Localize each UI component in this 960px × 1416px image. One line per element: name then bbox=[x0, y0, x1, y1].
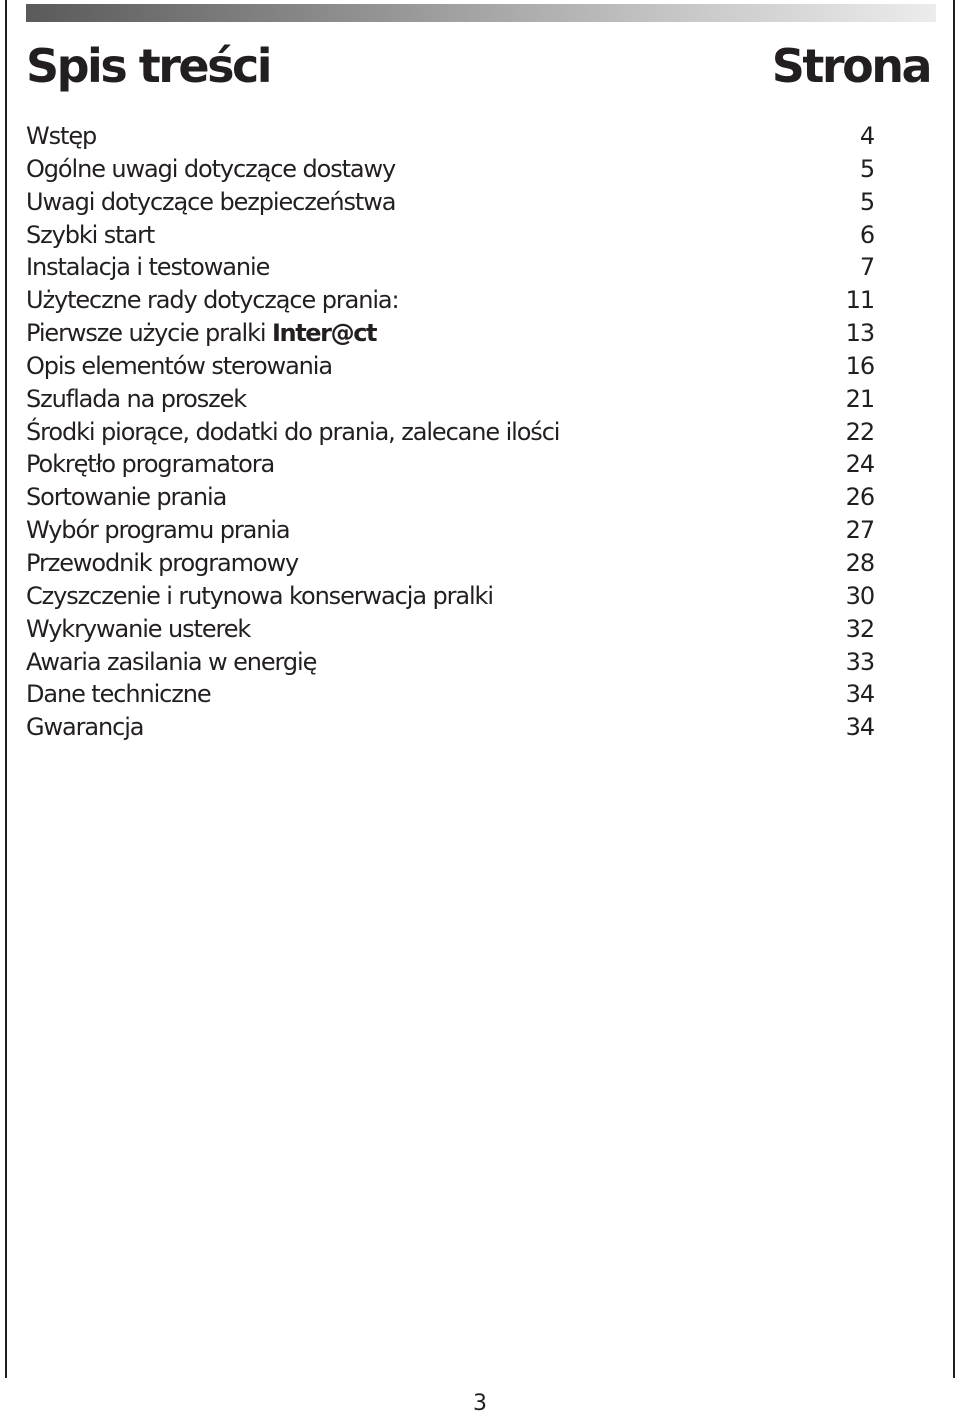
toc-entry-title: Opis elementów sterowania bbox=[26, 351, 332, 380]
left-margin-rule bbox=[5, 0, 7, 1378]
toc-entry[interactable] bbox=[26, 646, 874, 679]
toc-entry-page: 16 bbox=[845, 351, 874, 380]
toc-entry-page: 27 bbox=[845, 516, 874, 545]
toc-entry-page: 26 bbox=[845, 483, 874, 512]
toc-entry-page: 13 bbox=[845, 319, 874, 348]
toc-entry-page: 7 bbox=[859, 253, 874, 282]
toc-entry-title: Szybki start bbox=[26, 220, 155, 249]
toc-entry[interactable] bbox=[26, 580, 874, 613]
toc-entry-title: Użyteczne rady dotyczące prania: bbox=[26, 286, 399, 315]
toc-entry-title: Wstęp bbox=[26, 122, 97, 150]
toc-entry-title: Sortowanie prania bbox=[26, 483, 227, 512]
toc-entry[interactable] bbox=[26, 120, 874, 153]
toc-entry-page: 34 bbox=[845, 680, 874, 709]
toc-entry-title: Uwagi dotyczące bezpieczeństwa bbox=[26, 187, 396, 216]
toc-entry-page: 32 bbox=[845, 614, 874, 643]
page-column-heading: Strona bbox=[771, 39, 930, 93]
toc-entry-title: Wykrywanie usterek bbox=[26, 614, 251, 643]
toc-entry-title: Wybór programu prania bbox=[26, 516, 290, 545]
toc-entry-page: 5 bbox=[859, 154, 874, 183]
toc-entry-title: Awaria zasilania w energię bbox=[26, 647, 317, 676]
toc-entry[interactable] bbox=[26, 153, 874, 186]
toc-entry[interactable] bbox=[26, 350, 874, 383]
toc-entry[interactable] bbox=[26, 678, 874, 711]
table-of-contents bbox=[26, 120, 874, 744]
toc-entry-page: 21 bbox=[845, 384, 874, 413]
toc-entry-title: Pokrętło programatora bbox=[26, 450, 275, 479]
toc-entry-page: 33 bbox=[845, 647, 874, 676]
toc-entry-page: 6 bbox=[859, 220, 874, 249]
toc-entry-title: Instalacja i testowanie bbox=[26, 253, 270, 282]
right-margin-rule bbox=[953, 0, 955, 1378]
toc-entry-title: Czyszczenie i rutynowa konserwacja pralki bbox=[26, 581, 493, 610]
brand-name: Inter@ct bbox=[272, 319, 377, 348]
toc-entry-title: Środki piorące, dodatki do prania, zalecane ilości bbox=[26, 417, 560, 446]
toc-entry[interactable] bbox=[26, 514, 874, 547]
toc-entry[interactable] bbox=[26, 547, 874, 580]
toc-entry[interactable] bbox=[26, 186, 874, 219]
toc-entry[interactable] bbox=[26, 613, 874, 646]
toc-entry-page: 24 bbox=[845, 450, 874, 479]
toc-entry[interactable] bbox=[26, 284, 874, 317]
toc-entry[interactable] bbox=[26, 448, 874, 481]
toc-entry[interactable] bbox=[26, 251, 874, 284]
toc-entry[interactable] bbox=[26, 416, 874, 449]
toc-entry-title: Gwarancja bbox=[26, 713, 144, 742]
header-gradient-bar bbox=[26, 4, 936, 22]
toc-entry[interactable] bbox=[26, 219, 874, 252]
toc-entry[interactable] bbox=[26, 711, 874, 744]
toc-entry-page: 4 bbox=[859, 122, 874, 150]
toc-entry-page: 34 bbox=[845, 713, 874, 742]
toc-entry-title: Szuflada na proszek bbox=[26, 384, 247, 413]
toc-entry-page: 28 bbox=[845, 548, 874, 577]
toc-entry-title: Ogólne uwagi dotyczące dostawy bbox=[26, 154, 396, 183]
toc-entry-title-text: Pierwsze użycie pralki bbox=[26, 319, 273, 348]
toc-entry[interactable] bbox=[26, 383, 874, 416]
toc-entry[interactable] bbox=[26, 317, 874, 350]
toc-entry-page: 30 bbox=[845, 581, 874, 610]
toc-entry-page: 22 bbox=[845, 417, 874, 446]
page-number: 3 bbox=[473, 1391, 487, 1416]
page-title: Spis treści bbox=[26, 39, 271, 93]
toc-entry-page: 5 bbox=[859, 187, 874, 216]
toc-entry-title bbox=[26, 317, 376, 349]
toc-entry-title: Dane techniczne bbox=[26, 680, 211, 709]
toc-entry-title: Przewodnik programowy bbox=[26, 548, 299, 577]
toc-entry[interactable] bbox=[26, 481, 874, 514]
toc-entry-page: 11 bbox=[845, 286, 874, 315]
